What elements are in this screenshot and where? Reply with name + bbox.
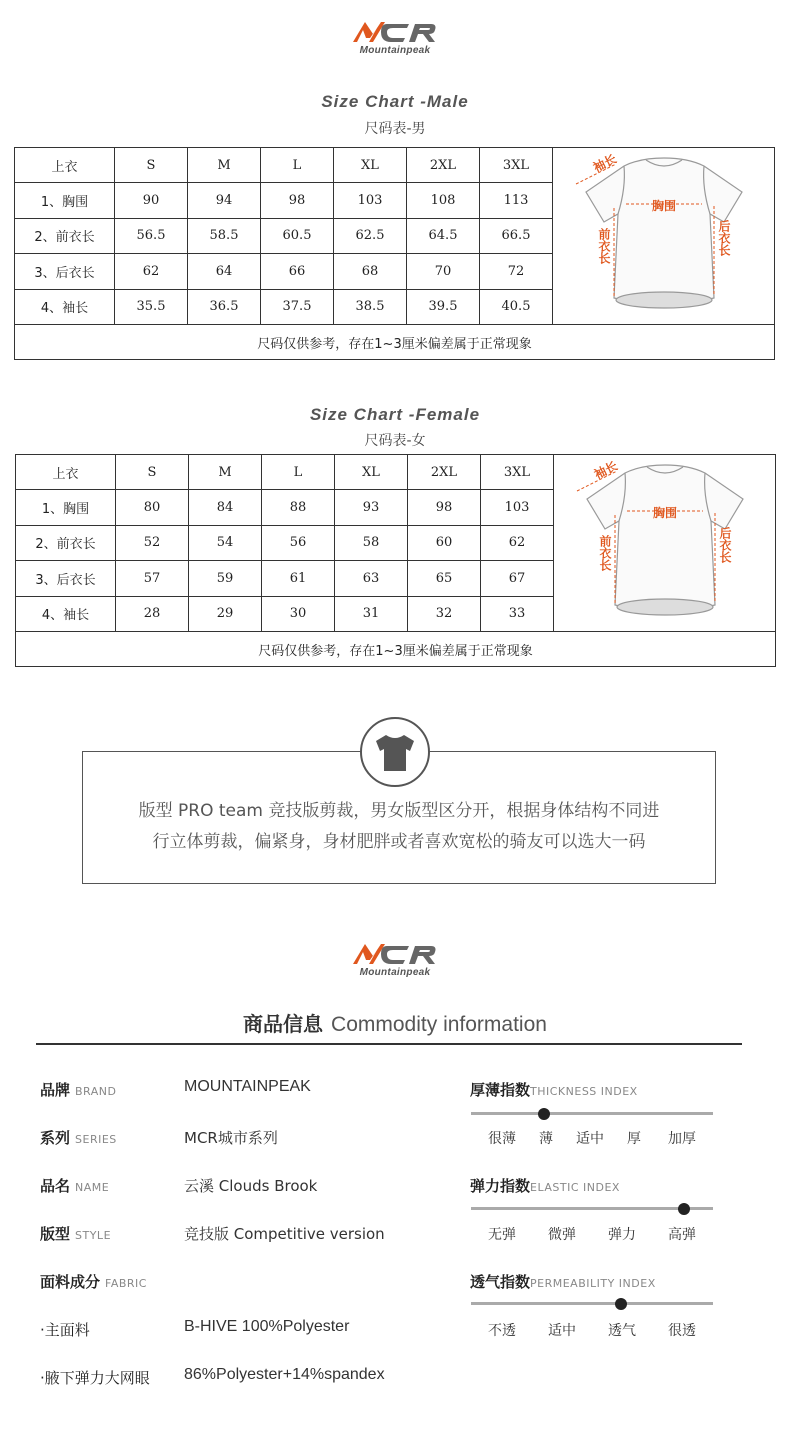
jersey-icon [362,719,428,785]
index-option: 弹力 [608,1227,636,1243]
fit-intro-text [82,796,716,858]
table-note-row [16,632,776,667]
brand-logo [0,18,790,56]
elastic-index-bar [471,1207,713,1210]
front-length-label: 前衣长 [597,535,612,571]
index-option: 不透 [488,1323,516,1339]
info-value-brand: MOUNTAINPEAK [184,1078,311,1095]
back-length-label: 后衣长 [717,527,732,563]
info-value-main-fabric: B-HIVE 100%Polyester [184,1318,350,1335]
index-option: 微弹 [548,1227,576,1243]
index-option: 薄 [539,1131,553,1147]
index-option: 很薄 [488,1131,516,1147]
male-chart-title: Size Chart -Male [321,92,469,111]
info-label-name: 品名 NAME [40,1177,110,1195]
jersey-diagram-cell [553,148,775,325]
size-note: 尺码仅供参考，存在1~3厘米偏差属于正常现象 [16,632,776,667]
chest-label: 胸围 [652,506,677,520]
header-cell: 上衣 [16,455,116,490]
mcr-logo-icon [351,940,439,966]
commodity-title: 商品信息 Commodity information [243,1012,547,1036]
info-value-name: 云溪 Clouds Brook [184,1177,318,1195]
index-option: 适中 [576,1131,604,1147]
table-row: 4、袖长 28 29 30 31 32 33 [16,596,776,631]
jersey-diagram-icon [554,148,774,320]
table-row: 2、前衣长 56.5 58.5 60.5 62.5 64.5 66.5 [15,218,775,253]
info-label-main-fabric: ·主面料 [40,1321,90,1339]
jersey-diagram-icon [555,455,775,627]
brand-logo [0,940,790,978]
info-label-series: 系列 SERIES [40,1129,117,1147]
index-option: 适中 [548,1323,576,1339]
info-label-brand: 品牌 BRAND [40,1081,117,1099]
info-label-mesh: ·腋下弹力大网眼 [40,1369,150,1387]
intro-line-1: 版型 PRO team 竞技版剪裁，男女版型区分开，根据身体结构不同进 [138,801,660,821]
header-cell: XL [335,455,408,490]
header-cell: 3XL [481,455,554,490]
table-row: 1、胸围 80 84 88 93 98 103 [16,490,776,525]
table-row: 1、胸围 90 94 98 103 108 113 [15,183,775,218]
jersey-diagram-cell [554,455,776,632]
header-cell: M [189,455,262,490]
table-note-row [15,325,775,360]
header-cell: L [261,148,334,183]
info-label-fabric: 面料成分 FABRIC [40,1273,147,1291]
index-option: 透气 [608,1323,636,1339]
permeability-index-title: 透气指数PERMEABILITY INDEX [470,1273,656,1291]
permeability-index-marker [615,1298,627,1310]
header-cell: 上衣 [15,148,115,183]
index-option: 高弹 [668,1227,696,1243]
chest-label: 胸围 [651,199,676,213]
table-row: 3、后衣长 62 64 66 68 70 72 [15,254,775,289]
table-row: 4、袖长 35.5 36.5 37.5 38.5 39.5 40.5 [15,289,775,324]
thickness-index-bar [471,1112,713,1115]
female-chart-subtitle: 尺码表-女 [364,433,426,449]
mcr-logo-icon [351,18,439,44]
female-chart-title: Size Chart -Female [309,405,481,424]
table-row [16,455,776,490]
info-value-series: MCR城市系列 [184,1129,278,1147]
sleeve-label: 袖长 [590,151,619,175]
intro-line-2: 行立体剪裁，偏紧身，身材肥胖或者喜欢宽松的骑友可以选大一码 [152,832,646,852]
female-size-table [15,454,776,667]
header-cell: S [115,148,188,183]
index-option: 很透 [668,1323,696,1339]
header-cell: 2XL [408,455,481,490]
size-note: 尺码仅供参考，存在1~3厘米偏差属于正常现象 [15,325,775,360]
brand-name: Mountainpeak [359,45,431,56]
sleeve-label: 袖长 [591,458,620,482]
elastic-index-title: 弹力指数ELASTIC INDEX [470,1177,620,1195]
index-option: 无弹 [488,1227,516,1243]
header-cell: M [188,148,261,183]
header-cell: XL [334,148,407,183]
thickness-index-marker [538,1108,550,1120]
info-label-style: 版型 STYLE [40,1225,112,1243]
table-row: 3、后衣长 57 59 61 63 65 67 [16,561,776,596]
table-row: 2、前衣长 52 54 56 58 60 62 [16,525,776,560]
header-cell: S [116,455,189,490]
jersey-badge [360,717,430,787]
table-row [15,148,775,183]
header-cell: 3XL [480,148,553,183]
info-value-mesh: 86%Polyester+14%spandex [184,1366,385,1383]
header-cell: L [262,455,335,490]
info-value-style: 竞技版 Competitive version [184,1225,385,1243]
male-size-table [14,147,775,360]
permeability-index-bar [471,1302,713,1305]
thickness-index-title: 厚薄指数THICKNESS INDEX [470,1081,638,1099]
index-option: 厚 [627,1131,641,1147]
index-option: 加厚 [668,1131,696,1147]
back-length-label: 后衣长 [716,220,731,256]
elastic-index-marker [678,1203,690,1215]
section-divider [36,1043,742,1045]
header-cell: 2XL [407,148,480,183]
male-chart-subtitle: 尺码表-男 [364,121,426,137]
brand-name: Mountainpeak [359,967,431,978]
front-length-label: 前衣长 [596,228,611,264]
